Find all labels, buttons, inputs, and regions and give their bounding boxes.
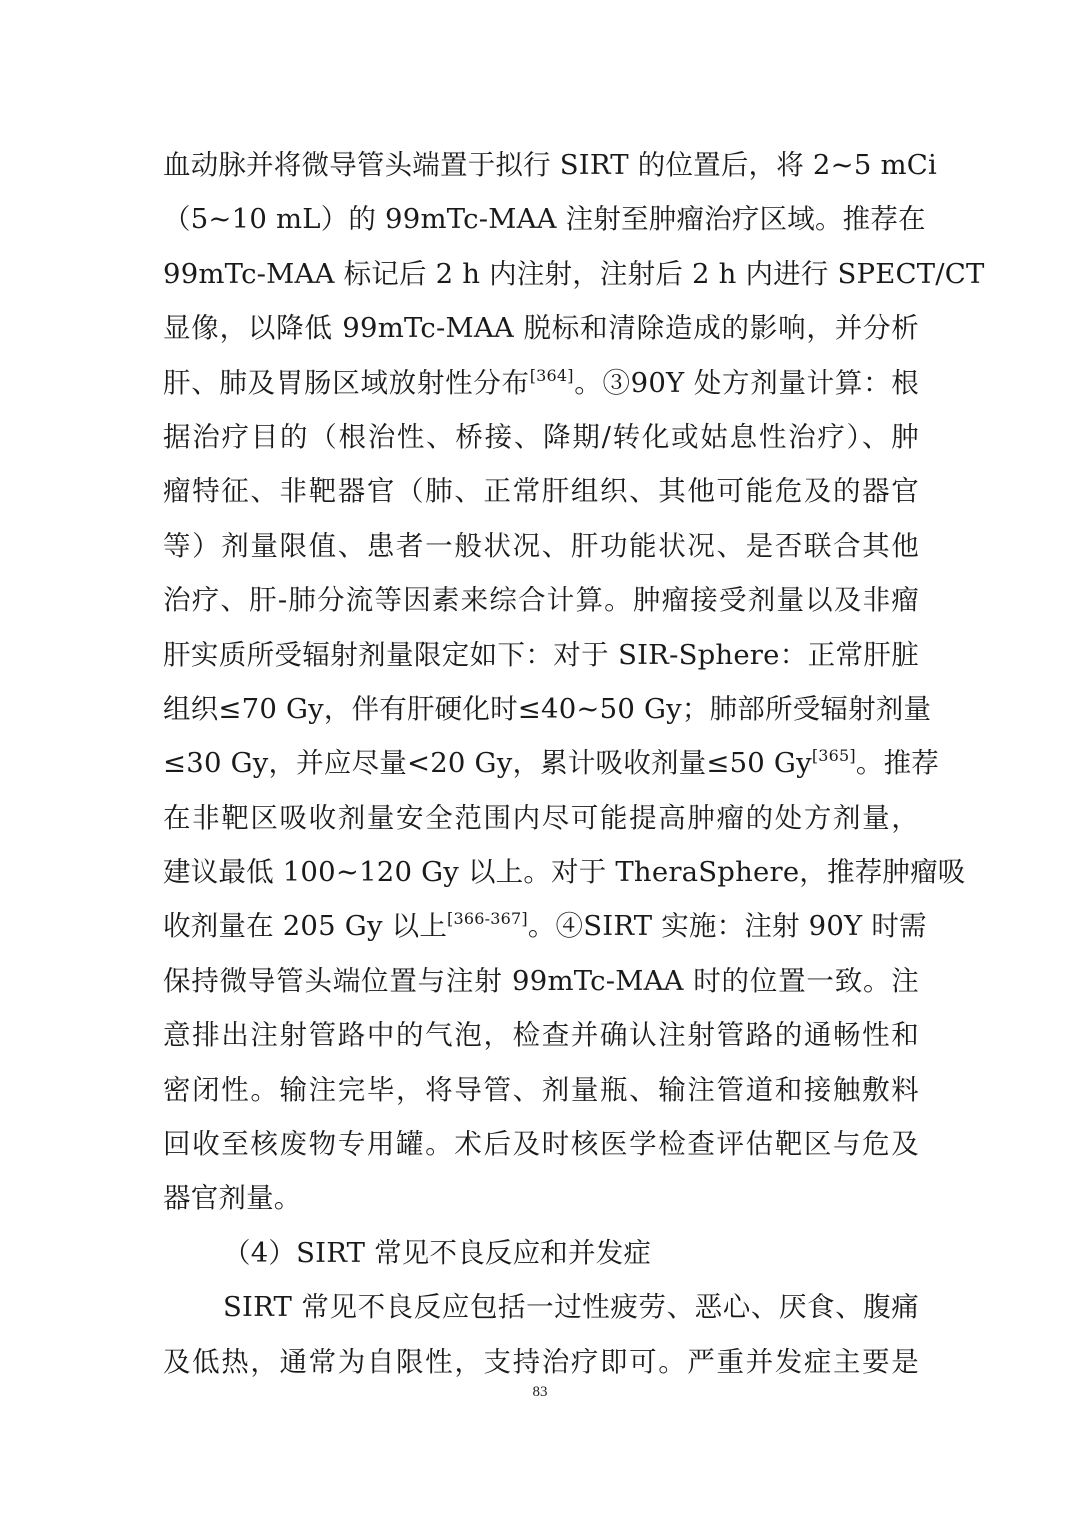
text-line-22: SIRT 常见不良反应包括一过性疲劳、恶心、厌食、腹痛 bbox=[223, 1291, 919, 1324]
text-line-6: 据治疗目的（根治性、桥接、降期/转化或姑息性治疗）、肿 bbox=[163, 420, 919, 453]
text-line-7: 瘤特征、非靶器官（肺、正常肝组织、其他可能危及的器官 bbox=[163, 475, 919, 508]
text-segment: 肝、肺及胃肠区域放射性分布 bbox=[163, 366, 530, 399]
text-line-13: 在非靶区吸收剂量安全范围内尽可能提高肿瘤的处方剂量， bbox=[163, 801, 919, 834]
body-text bbox=[163, 138, 985, 1389]
text-segment: 收剂量在 205 Gy 以上 bbox=[163, 910, 448, 943]
text-line-18: 密闭性。输注完毕，将导管、剂量瓶、输注管道和接触敷料 bbox=[163, 1073, 919, 1106]
text-segment: 。③90Y 处方剂量计算：根 bbox=[573, 366, 920, 399]
text-line-2: （5~10 mL）的 99mTc-MAA 注射至肿瘤治疗区域。推荐在 bbox=[163, 203, 926, 236]
page-number: 83 bbox=[532, 1384, 548, 1400]
text-line-4: 显像，以降低 99mTc-MAA 脱标和清除造成的影响，并分析 bbox=[163, 312, 919, 345]
text-line-17: 意排出注射管路中的气泡，检查并确认注射管路的通畅性和 bbox=[163, 1019, 919, 1052]
text-line-11: 组织≤70 Gy，伴有肝硬化时≤40~50 Gy；肺部所受辐射剂量 bbox=[163, 692, 932, 725]
text-line-14: 建议最低 100~120 Gy 以上。对于 TheraSphere，推荐肿瘤吸 bbox=[163, 856, 966, 889]
text-line-5 bbox=[163, 356, 919, 410]
text-line-16: 保持微导管头端位置与注射 99mTc-MAA 时的位置一致。注 bbox=[163, 964, 919, 997]
text-line-1: 血动脉并将微导管头端置于拟行 SIRT 的位置后，将 2~5 mCi bbox=[163, 149, 937, 181]
text-segment: 。推荐 bbox=[855, 747, 939, 780]
text-line-9: 治疗、肝-肺分流等因素来综合计算。肿瘤接受剂量以及非瘤 bbox=[163, 584, 919, 617]
text-segment: 。④SIRT 实施：注射 90Y 时需 bbox=[527, 910, 927, 943]
text-line-12 bbox=[163, 736, 939, 790]
citation-365: [365] bbox=[811, 746, 856, 766]
text-line-10: 肝实质所受辐射剂量限定如下：对于 SIR-Sphere：正常肝脏 bbox=[163, 638, 919, 671]
citation-364: [364] bbox=[529, 365, 574, 385]
text-line-8: 等）剂量限值、患者一般状况、肝功能状况、是否联合其他 bbox=[163, 529, 919, 562]
text-line-19: 回收至核废物专用罐。术后及时核医学检查评估靶区与危及 bbox=[163, 1128, 919, 1161]
text-segment: ≤30 Gy，并应尽量<20 Gy，累计吸收剂量≤50 Gy bbox=[163, 747, 812, 780]
text-line-3: 99mTc-MAA 标记后 2 h 内注射，注射后 2 h 内进行 SPECT/CT bbox=[163, 257, 985, 290]
text-line-15 bbox=[163, 899, 927, 953]
citation-366-367: [366-367] bbox=[447, 909, 528, 929]
section-heading: （4）SIRT 常见不良反应和并发症 bbox=[223, 1236, 652, 1269]
text-line-20: 器官剂量。 bbox=[163, 1182, 302, 1215]
text-line-23: 及低热，通常为自限性，支持治疗即可。严重并发症主要是 bbox=[163, 1345, 919, 1378]
